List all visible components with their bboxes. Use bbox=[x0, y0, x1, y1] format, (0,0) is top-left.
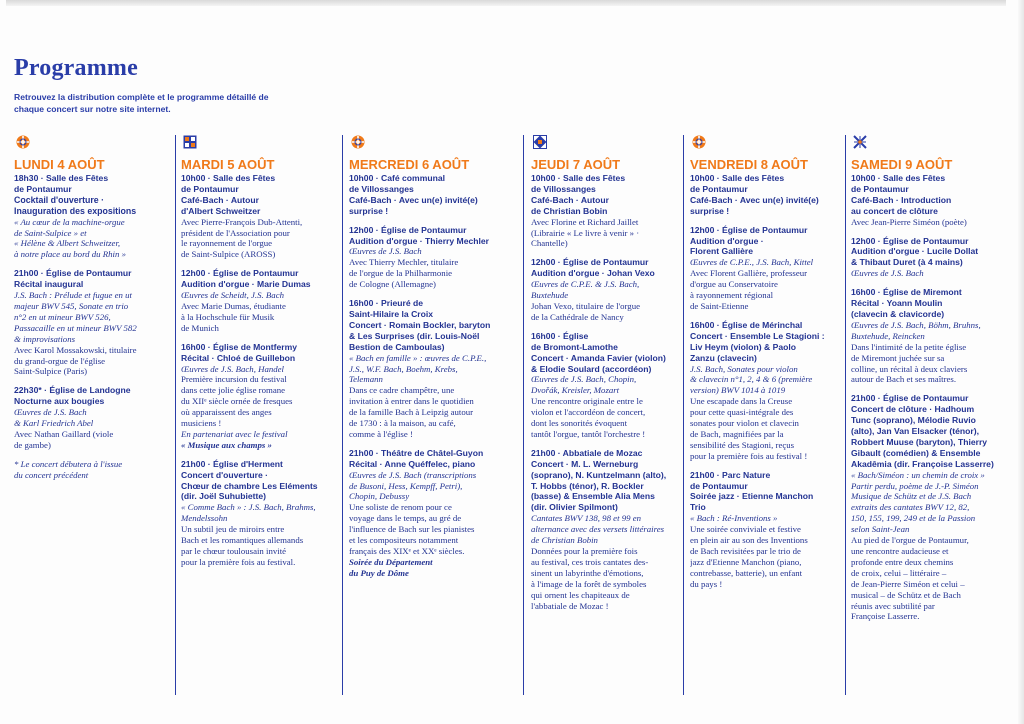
event-description-line: Françoise Lasserre. bbox=[851, 611, 920, 622]
event-description-line: Avec Florent Gallière, professeur bbox=[690, 268, 808, 279]
event-heading-line: T. Hobbs (ténor), R. Bockler bbox=[531, 480, 644, 491]
event-detail-line: Œuvres de C.P.E., J.S. Bach, Kittel bbox=[690, 257, 814, 268]
event-detail-line: & clavecin n°1, 2, 4 & 6 (première bbox=[690, 374, 813, 385]
event-description-line: d'orgue au Conservatoire bbox=[690, 279, 778, 290]
event-description-line: sonates pour violon et clavecin bbox=[690, 418, 799, 429]
event-heading-line: Récital · Anne Quéffelec, piano bbox=[349, 458, 476, 469]
event-description-line: pour cette quasi-intégrale des bbox=[690, 407, 794, 418]
event-description-line: Bach et les romantiques allemands bbox=[181, 535, 304, 546]
checker-tile-icon bbox=[533, 135, 547, 149]
event-heading-line: de Pontaumur bbox=[14, 183, 72, 194]
event-heading-line: Nocturne aux bougies bbox=[14, 396, 105, 407]
event-heading-line: (clavecin & clavicorde) bbox=[851, 308, 945, 319]
event-heading-line: de Pontaumur bbox=[181, 183, 239, 194]
event-description-line: une rencontre audacieuse et bbox=[851, 546, 949, 556]
page-title: Programme bbox=[14, 55, 138, 81]
event-description-line: profonde entre deux chemins bbox=[851, 556, 954, 567]
event-heading-line: de Pontaumur bbox=[690, 480, 748, 491]
event-heading-line: au concert de clôture bbox=[851, 205, 938, 216]
event-heading-line: Bestion de Camboulas) bbox=[349, 341, 445, 352]
event-heading-line: 16h00 · Église bbox=[531, 330, 589, 341]
event-block bbox=[851, 236, 1011, 280]
event-description-line: Avec Pierre-François Dub-Attenti, bbox=[181, 216, 303, 227]
event-heading-line: Concert · Romain Bockler, baryton bbox=[349, 319, 491, 330]
event-description-line: de Bach, magnifiées par la bbox=[690, 428, 784, 439]
event-heading-line: 21h00 · Abbatiale de Mozac bbox=[531, 447, 643, 458]
event-heading-line: Concert de clôture · Hadhoum bbox=[851, 404, 975, 415]
event-heading-line: Akadêmia (dir. Françoise Lasserre) bbox=[851, 458, 994, 469]
event-heading-line: de Bromont-Lamothe bbox=[531, 341, 618, 352]
event-detail-line: Partir perdu, poème de J.-P. Siméon bbox=[851, 480, 979, 491]
event-description-line: Au pied de l'orgue de Pontaumur, bbox=[851, 535, 969, 546]
event-description-line: Avec Jean-Pierre Siméon (poète) bbox=[851, 216, 967, 227]
event-description-line: Avec Marie Dumas, étudiante bbox=[181, 300, 286, 311]
event-description-line: de 1730 : à la maison, au café, bbox=[349, 418, 456, 429]
day-column bbox=[14, 135, 174, 700]
event-description-line: musical – de Schütz et de Bach bbox=[851, 589, 961, 600]
event-heading-line: & Les Surprises (dir. Louis-Noël bbox=[349, 330, 480, 341]
event-description-line: dans cette jolie église romane bbox=[181, 385, 286, 396]
event-detail-line: Œuvres de J.S. Bach (transcriptions bbox=[349, 469, 477, 480]
event-description-line: et les compositeurs notamment bbox=[349, 535, 459, 546]
event-heading-line: Café-Bach · Avec un(e) invité(e) bbox=[690, 194, 819, 205]
event-description-line: Saint-Sulpice (Paris) bbox=[14, 366, 88, 377]
event-heading-line: surprise ! bbox=[690, 205, 730, 216]
event-heading-line: 21h00 · Église de Pontaumur bbox=[851, 393, 969, 404]
event-description-line: français des XIXᵉ et XXᵉ siècles. bbox=[349, 546, 465, 556]
column-divider bbox=[523, 135, 524, 695]
event-heading-line: 22h30* · Église de Landogne bbox=[14, 385, 131, 396]
event-detail-line: « Bach : Ré-Inventions » bbox=[690, 513, 778, 524]
event-heading-line: Café-Bach · Avec un(e) invité(e) bbox=[349, 194, 478, 205]
event-detail-line: Œuvres de Scheidt, J.S. Bach bbox=[181, 290, 284, 301]
event-detail-line: « Musique aux champs » bbox=[181, 439, 272, 450]
event-description-line: Une soirée conviviale et festive bbox=[690, 524, 801, 535]
event-description-line: à la Hochschule für Musik bbox=[181, 311, 275, 322]
event-description-line: Une soliste de renom pour ce bbox=[349, 502, 452, 513]
event-description-line: président de l'Association pour bbox=[181, 227, 290, 238]
event-detail-line: & improvisations bbox=[14, 333, 76, 344]
day-title: MARDI 5 AOÛT bbox=[181, 157, 275, 172]
event-heading-line: 10h00 · Salle des Fêtes bbox=[531, 173, 626, 183]
day-column bbox=[349, 135, 509, 700]
event-description-line: Une rencontre originale entre le bbox=[531, 396, 643, 407]
event-description-line: l'influence de Bach sur les pianistes bbox=[349, 524, 475, 535]
event-heading-line: Concert d'ouverture · bbox=[181, 469, 269, 480]
day-title: LUNDI 4 AOÛT bbox=[14, 157, 105, 172]
event-block bbox=[14, 268, 174, 377]
event-heading-line: Café-Bach · Introduction bbox=[851, 194, 952, 205]
event-heading-line: Audition d'orgue · Marie Dumas bbox=[181, 279, 311, 290]
event-description-line: par le chœur toulousain invité bbox=[181, 546, 287, 556]
event-description-line: Chantelle) bbox=[531, 238, 568, 249]
event-heading-line: Café-Bach · Autour bbox=[181, 194, 259, 205]
event-heading-line: 12h00 · Église de Pontaumur bbox=[531, 257, 649, 268]
event-detail-line: & Karl Friedrich Abel bbox=[14, 418, 94, 429]
event-description-line: invitation à entrer dans le quotidien bbox=[349, 396, 474, 407]
event-detail-line: Buxtehude, Reincken bbox=[851, 330, 925, 341]
event-block bbox=[851, 393, 1011, 622]
event-detail-line: Chopin, Debussy bbox=[349, 491, 410, 502]
event-heading-line: 21h00 · Église de Pontaumur bbox=[14, 268, 132, 279]
event-description-line: Johan Vexo, titulaire de l'orgue bbox=[531, 300, 640, 311]
event-description-line: de Saint-Etienne bbox=[690, 300, 749, 311]
day-column bbox=[851, 135, 1011, 700]
event-detail-line: « Bach en famille » : œuvres de C.P.E., bbox=[349, 352, 487, 363]
event-block bbox=[690, 320, 850, 462]
event-heading-line: Audition d'orgue · Johan Vexo bbox=[531, 268, 655, 279]
event-description-line: de Bach revisitées par le trio de bbox=[690, 546, 801, 556]
event-block bbox=[531, 257, 691, 322]
event-heading-line: Récital inaugural bbox=[14, 279, 84, 290]
event-description-line: (Librairie « Le livre à venir » · bbox=[531, 227, 640, 238]
event-detail-line: version) BWV 1014 à 1019 bbox=[690, 385, 786, 396]
day-title: JEUDI 7 AOÛT bbox=[531, 157, 621, 172]
day-column bbox=[531, 135, 691, 700]
event-heading-line: surprise ! bbox=[349, 205, 389, 216]
event-description-line: de Saint-Sulpice (AROSS) bbox=[181, 249, 276, 260]
event-heading-line: de Christian Bobin bbox=[531, 205, 608, 216]
event-detail-line: n°2 en ut mineur BWV 526, bbox=[14, 311, 111, 322]
event-description-line: du grand-orgue de l'église bbox=[14, 355, 106, 366]
event-description-line: du XIIᵉ siècle ornée de fresques bbox=[181, 396, 293, 407]
event-description-line: comme à l'église ! bbox=[349, 428, 413, 439]
event-description-line: tantôt l'orgue, tantôt l'orchestre ! bbox=[531, 428, 646, 439]
event-description-line: pour la première fois au festival. bbox=[181, 556, 296, 567]
event-heading-line: 10h00 · Café communal bbox=[349, 173, 445, 183]
event-heading-line: Florent Gallière bbox=[690, 246, 754, 257]
event-block bbox=[349, 173, 509, 217]
event-heading-line: & Elodie Soulard (accordéon) bbox=[531, 363, 652, 374]
event-detail-line: Œuvres de J.S. Bach bbox=[14, 407, 87, 418]
event-detail-line: En partenariat avec le festival bbox=[181, 428, 288, 439]
event-heading-line: 16h00 · Prieuré de bbox=[349, 298, 424, 309]
cross-disc-icon bbox=[692, 135, 706, 149]
event-heading-line: Gibault (comédien) & Ensemble bbox=[851, 447, 981, 458]
event-heading-line: Audition d'orgue · Thierry Mechler bbox=[349, 235, 490, 246]
event-detail-line: du concert précédent bbox=[14, 469, 89, 480]
event-heading-line: (alto), Jan Van Elsacker (ténor), bbox=[851, 426, 979, 437]
event-detail-line: « Comme Bach » : J.S. Bach, Brahms, bbox=[181, 502, 316, 513]
event-description-line: colline, un récital à deux claviers bbox=[851, 363, 968, 374]
event-description-line: Avec Karol Mossakowski, titulaire bbox=[14, 344, 137, 355]
event-block bbox=[531, 448, 691, 612]
event-description-line: à l'image de la forêt de symboles bbox=[531, 578, 647, 589]
event-heading-line: Concert · Amanda Favier (violon) bbox=[531, 352, 666, 363]
event-description-line: voyage dans le temps, au gré de bbox=[349, 513, 462, 524]
event-detail-line: Buxtehude bbox=[531, 290, 569, 301]
event-heading-line: 21h00 · Parc Nature bbox=[690, 469, 771, 480]
event-block bbox=[851, 287, 1011, 385]
event-description-line: de Munich bbox=[181, 322, 219, 333]
event-description-line: de Jean-Pierre Siméon et celui – bbox=[851, 578, 965, 589]
event-description-line: de Miremont juchée sur sa bbox=[851, 352, 945, 363]
event-heading-line: de Pontaumur bbox=[690, 183, 748, 194]
event-heading-line: (basse) & Ensemble Alia Mens bbox=[531, 491, 655, 502]
star-knot-icon bbox=[853, 135, 867, 149]
event-heading-line: (dir. Joël Suhubiette) bbox=[181, 491, 266, 502]
event-description-line: à rayonnement régional bbox=[690, 290, 774, 301]
event-heading-line: 12h00 · Église de Pontaumur bbox=[690, 224, 808, 235]
event-heading-line: 12h00 · Église de Pontaumur bbox=[181, 268, 299, 279]
event-heading-line: Soirée jazz · Etienne Manchon bbox=[690, 491, 814, 502]
event-description-line: de gambe) bbox=[14, 439, 51, 450]
event-heading-line: Robbert Muuse (baryton), Thierry bbox=[851, 436, 988, 447]
event-block bbox=[690, 470, 850, 590]
event-detail-line: J.S. Bach : Prélude et fugue en ut bbox=[14, 290, 132, 301]
event-heading-line: Café-Bach · Autour bbox=[531, 194, 609, 205]
event-detail-line: de Saint-Sulpice » et bbox=[14, 227, 87, 238]
event-block bbox=[349, 298, 509, 440]
event-description-line: de Cologne (Allemagne) bbox=[349, 279, 436, 290]
event-detail-line: Œuvres de J.S. Bach bbox=[851, 268, 924, 279]
event-block bbox=[690, 225, 850, 312]
event-description-line: l'abbatiale de Mozac ! bbox=[531, 600, 609, 611]
event-description-line: contrebasse, batterie), un enfant bbox=[690, 567, 803, 578]
event-block bbox=[14, 459, 174, 481]
event-heading-line: 21h00 · Église d'Herment bbox=[181, 458, 283, 469]
day-title: SAMEDI 9 AOÛT bbox=[851, 157, 953, 172]
event-description-line: Avec Thierry Mechler, titulaire bbox=[349, 257, 459, 268]
event-detail-line: Soirée du Département bbox=[349, 556, 433, 567]
event-detail-line: Telemann bbox=[349, 374, 383, 385]
event-detail-line: * Le concert débutera à l'issue bbox=[14, 458, 123, 469]
event-heading-line: Récital · Chloé de Guillebon bbox=[181, 352, 296, 363]
event-description-line: sinent un labyrinthe d'émotions, bbox=[531, 567, 644, 578]
event-block bbox=[181, 268, 341, 333]
event-heading-line: Liv Heym (violon) & Paolo bbox=[690, 341, 797, 352]
event-detail-line: Œuvres de J.S. Bach, Böhm, Bruhns, bbox=[851, 319, 981, 330]
event-detail-line: « Hélène & Albert Schweitzer, bbox=[14, 238, 121, 249]
event-detail-line: alternance avec des versets littéraires bbox=[531, 524, 665, 535]
event-block bbox=[851, 173, 1011, 228]
event-description-line: Un subtil jeu de miroirs entre bbox=[181, 524, 285, 535]
event-block bbox=[531, 331, 691, 440]
event-heading-line: 18h30 · Salle des Fêtes bbox=[14, 173, 109, 183]
column-divider bbox=[175, 135, 176, 695]
event-detail-line: Cantates BWV 138, 98 et 99 en bbox=[531, 513, 642, 524]
cross-disc-icon bbox=[351, 135, 365, 149]
event-description-line: réunis avec subtilité par bbox=[851, 600, 935, 611]
event-heading-line: Tunc (soprano), Mélodie Ruvio bbox=[851, 415, 976, 426]
event-block bbox=[181, 173, 341, 260]
event-heading-line: 10h00 · Salle des Fêtes bbox=[181, 173, 276, 183]
event-detail-line: de Christian Bobin bbox=[531, 535, 598, 546]
event-description-line: le rayonnement de l'orgue bbox=[181, 238, 273, 249]
day-title: VENDREDI 8 AOÛT bbox=[690, 157, 808, 172]
event-description-line: Dans l'intimité de la petite église bbox=[851, 341, 967, 352]
event-heading-line: 16h00 · Église de Montfermy bbox=[181, 341, 298, 352]
event-detail-line: majeur BWV 545, Sonate en trio bbox=[14, 300, 129, 311]
event-description-line: jazz d'Etienne Manchon (piano, bbox=[690, 556, 802, 567]
event-description-line: de la Cathédrale de Nancy bbox=[531, 311, 624, 322]
event-description-line: Avec Florine et Richard Jaillet bbox=[531, 216, 639, 227]
event-heading-line: Concert · M. L. Werneburg bbox=[531, 458, 639, 469]
event-detail-line: selon Saint-Jean bbox=[851, 524, 910, 535]
event-detail-line: Cocktail d'ouverture · bbox=[14, 194, 105, 205]
event-heading-line: Trio bbox=[690, 502, 706, 513]
event-detail-line: du Puy de Dôme bbox=[349, 567, 409, 578]
event-detail-line: Œuvres de J.S. Bach, Chopin, bbox=[531, 374, 637, 385]
event-detail-line: 150, 155, 199, 249 et de la Passion bbox=[851, 513, 976, 524]
event-block bbox=[531, 173, 691, 249]
event-detail-line: Mendelssohn bbox=[181, 513, 228, 524]
event-heading-line: Audition d'orgue · bbox=[690, 235, 764, 246]
intro-text: Retrouvez la distribution complète et le programme détaillé de chaque concert sur notre site internet. bbox=[14, 92, 269, 114]
event-detail-line: J.S., W.F. Bach, Boehm, Krebs, bbox=[349, 363, 458, 374]
event-heading-line: Concert · Ensemble Le Stagioni : bbox=[690, 330, 825, 341]
event-block bbox=[181, 342, 341, 451]
event-heading-line: 16h00 · Église de Miremont bbox=[851, 287, 962, 298]
event-heading-line: Récital · Yoann Moulin bbox=[851, 298, 943, 309]
event-heading-line: 21h00 · Théâtre de Châtel-Guyon bbox=[349, 447, 484, 458]
event-heading-line: (dir. Olivier Spilmont) bbox=[531, 502, 618, 513]
event-description-line: Première incursion du festival bbox=[181, 374, 287, 385]
event-heading-line: 12h00 · Église de Pontaumur bbox=[851, 235, 969, 246]
tile-mosaic-icon bbox=[183, 135, 197, 149]
event-block bbox=[181, 459, 341, 568]
event-heading-line: 10h00 · Salle des Fêtes bbox=[690, 173, 785, 183]
event-detail-line: Inauguration des expositions bbox=[14, 205, 137, 216]
event-heading-line: Zanzu (clavecin) bbox=[690, 352, 757, 363]
event-detail-line: extraits des cantates BWV 12, 82, bbox=[851, 502, 970, 513]
event-detail-line: Œuvres de J.S. Bach bbox=[349, 246, 422, 257]
day-title: MERCREDI 6 AOÛT bbox=[349, 157, 470, 172]
event-description-line: de la famille Bach à Leipzig autour bbox=[349, 407, 474, 418]
event-detail-line: Musique de Schütz et de J.S. Bach bbox=[851, 491, 972, 502]
event-heading-line: de Villossanges bbox=[531, 183, 596, 194]
event-block bbox=[690, 173, 850, 217]
event-description-line: du pays ! bbox=[690, 578, 723, 589]
event-description-line: en plein air au son des Inventions bbox=[690, 535, 808, 546]
event-detail-line: Œuvres de J.S. Bach, Handel bbox=[181, 363, 285, 374]
event-description-line: Données pour la première fois bbox=[531, 546, 638, 556]
event-description-line: de croix, celui – littéraire – bbox=[851, 567, 947, 578]
event-description-line: musiciens ! bbox=[181, 418, 222, 429]
event-heading-line: Saint-Hilaire la Croix bbox=[349, 308, 434, 319]
event-detail-line: Passacaille en ut mineur BWV 582 bbox=[14, 322, 137, 333]
day-column bbox=[181, 135, 341, 700]
event-detail-line: Œuvres de C.P.E. & J.S. Bach, bbox=[531, 279, 640, 290]
event-heading-line: d'Albert Schweitzer bbox=[181, 205, 261, 216]
event-detail-line: « Bach/Siméon : un chemin de croix » bbox=[851, 469, 985, 480]
event-heading-line: Audition d'orgue · Lucile Dollat bbox=[851, 246, 979, 257]
event-description-line: pour la première fois au festival ! bbox=[690, 450, 808, 461]
event-detail-line: « Au cœur de la machine-orgue bbox=[14, 216, 125, 227]
event-heading-line: 12h00 · Église de Pontaumur bbox=[349, 224, 467, 235]
event-heading-line: 16h00 · Église de Mérinchal bbox=[690, 319, 803, 330]
event-description-line: de l'orgue de la Philharmonie bbox=[349, 268, 453, 279]
day-column bbox=[690, 135, 850, 700]
event-heading-line: de Pontaumur bbox=[851, 183, 909, 194]
event-description-line: autour de Bach et ses maîtres. bbox=[851, 374, 957, 385]
event-description-line: dont les sonorités évoquent bbox=[531, 418, 628, 429]
event-heading-line: (soprano), N. Kuntzelmann (alto), bbox=[531, 469, 667, 480]
event-heading-line: Chœur de chambre Les Eléments bbox=[181, 480, 318, 491]
event-description-line: au festival, ces trois cantates des- bbox=[531, 556, 649, 567]
event-block bbox=[349, 225, 509, 290]
event-description-line: où apparaissent des anges bbox=[181, 407, 272, 418]
event-detail-line: à notre place au bord du Rhin » bbox=[14, 249, 126, 260]
event-heading-line: & Thibaut Duret (à 4 mains) bbox=[851, 257, 963, 268]
column-divider bbox=[342, 135, 343, 695]
event-detail-line: Dvořák, Kreisler, Mozart bbox=[531, 385, 620, 396]
event-description-line: Une escapade dans la Creuse bbox=[690, 396, 793, 407]
event-block bbox=[14, 173, 174, 260]
event-description-line: Dans ce cadre champêtre, une bbox=[349, 385, 455, 396]
event-heading-line: 10h00 · Salle des Fêtes bbox=[851, 173, 946, 183]
event-block bbox=[14, 385, 174, 450]
event-description-line: sensibilité des Stagioni, reçus bbox=[690, 439, 795, 450]
event-block bbox=[349, 448, 509, 579]
event-description-line: qui ornent les chapiteaux de bbox=[531, 589, 630, 600]
cross-disc-icon bbox=[16, 135, 30, 149]
event-heading-line: de Villossanges bbox=[349, 183, 414, 194]
event-description-line: Avec Nathan Gaillard (viole bbox=[14, 428, 114, 439]
event-detail-line: de Busoni, Hess, Kempff, Petri), bbox=[349, 480, 463, 491]
event-detail-line: J.S. Bach, Sonates pour violon bbox=[690, 363, 798, 374]
event-description-line: violon et l'accordéon de concert, bbox=[531, 407, 646, 418]
